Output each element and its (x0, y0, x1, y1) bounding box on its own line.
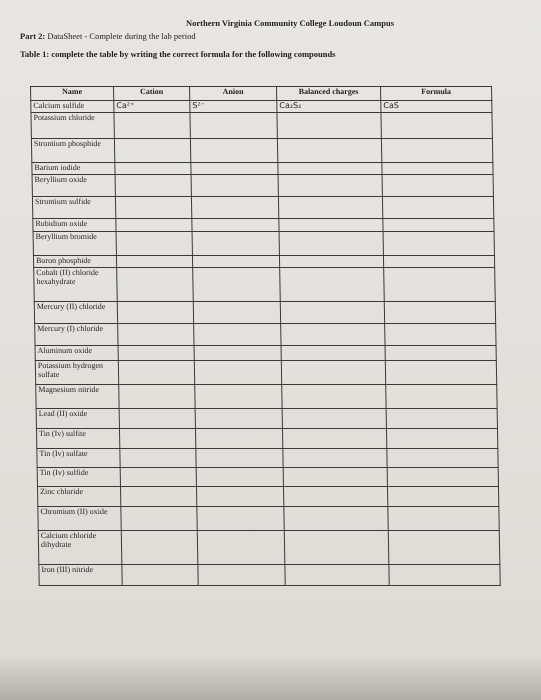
row-name: Rubidium oxide (33, 219, 116, 232)
table-row (32, 197, 493, 219)
row-anion[interactable] (197, 507, 284, 531)
row-name: Zinc chloride (37, 487, 120, 507)
row-formula[interactable] (382, 197, 493, 219)
col-header-name: Name (31, 87, 114, 101)
table-row (38, 507, 499, 531)
row-anion[interactable] (190, 139, 277, 163)
table-row (32, 175, 493, 197)
row-balanced-charges[interactable] (278, 163, 382, 175)
row-anion[interactable] (192, 256, 279, 268)
table-caption: Table 1: complete the table by writing the correct formula for the following compounds (20, 49, 336, 59)
row-formula[interactable] (385, 324, 496, 346)
row-name: Cobalt (II) chloride hexahydrate (34, 268, 118, 302)
row-cation[interactable] (115, 197, 191, 219)
row-balanced-charges[interactable] (281, 324, 385, 346)
row-cation[interactable] (116, 256, 192, 268)
row-anion[interactable] (198, 565, 285, 586)
row-formula[interactable] (386, 429, 497, 449)
table-row (39, 565, 500, 586)
row-balanced-charges[interactable]: Ca₂S₂ (277, 101, 381, 113)
row-cation[interactable] (117, 302, 193, 324)
row-balanced-charges[interactable] (280, 302, 384, 324)
row-balanced-charges[interactable] (282, 409, 386, 429)
row-anion[interactable] (192, 232, 279, 256)
col-header-balanced: Balanced charges (277, 87, 381, 101)
row-name: Lead (II) oxide (36, 409, 119, 429)
table-row (31, 139, 492, 163)
row-anion[interactable] (196, 468, 283, 487)
row-balanced-charges[interactable] (285, 565, 389, 586)
col-header-cation: Cation (114, 87, 190, 101)
table-row (36, 409, 497, 429)
row-balanced-charges[interactable] (283, 487, 387, 507)
row-anion[interactable] (195, 409, 282, 429)
row-name: Aluminum oxide (35, 346, 118, 361)
row-cation[interactable] (119, 385, 195, 409)
table-row (35, 324, 496, 346)
table-row (37, 487, 498, 507)
row-formula[interactable] (383, 232, 494, 256)
row-cation[interactable] (119, 429, 195, 449)
row-name: Potassium chloride (31, 113, 114, 139)
row-balanced-charges[interactable] (281, 346, 385, 361)
row-formula[interactable] (388, 507, 499, 531)
row-name: Potassium hydrogen sulfate (35, 361, 118, 385)
row-formula[interactable] (382, 175, 493, 197)
row-cation[interactable] (120, 468, 196, 487)
row-cation[interactable] (119, 409, 195, 429)
table-row (33, 232, 494, 256)
row-cation[interactable] (122, 565, 198, 586)
row-formula[interactable] (383, 219, 494, 232)
table-row (36, 429, 497, 449)
row-balanced-charges[interactable] (279, 232, 383, 256)
row-name: Tin (Iv) sulfite (36, 429, 119, 449)
row-formula[interactable] (383, 256, 494, 268)
table-row (34, 302, 495, 324)
row-balanced-charges[interactable] (277, 113, 381, 139)
table-row (31, 113, 492, 139)
row-name: Barium iodide (32, 163, 115, 175)
row-name: Calcium sulfide (31, 101, 114, 113)
row-cation[interactable] (116, 219, 192, 232)
row-cation[interactable] (116, 232, 192, 256)
table-row (33, 256, 494, 268)
col-header-formula: Formula (381, 87, 492, 101)
table-row (36, 385, 497, 409)
institution-title: Northern Virginia Community College Loudoun Campus (185, 18, 395, 28)
row-anion[interactable] (194, 324, 281, 346)
table-row (37, 449, 498, 468)
row-formula[interactable] (386, 385, 497, 409)
page-shadow (0, 655, 541, 700)
row-formula[interactable] (386, 409, 497, 429)
row-anion[interactable] (194, 361, 281, 385)
row-name: Strontium sulfide (32, 197, 115, 219)
row-anion[interactable] (193, 268, 281, 302)
row-balanced-charges[interactable] (282, 385, 386, 409)
row-cation[interactable] (114, 139, 190, 163)
row-formula[interactable] (387, 449, 498, 468)
row-balanced-charges[interactable] (281, 361, 385, 385)
row-formula[interactable] (381, 113, 492, 139)
row-formula[interactable] (385, 346, 496, 361)
row-anion[interactable] (190, 113, 277, 139)
row-anion[interactable] (196, 449, 283, 468)
row-balanced-charges[interactable] (282, 429, 386, 449)
row-anion[interactable] (191, 175, 278, 197)
row-cation[interactable]: Ca²⁺ (114, 101, 190, 113)
row-name: Mercury (II) chloride (34, 302, 117, 324)
row-balanced-charges[interactable] (280, 268, 385, 302)
row-formula[interactable] (387, 487, 498, 507)
table-row (31, 101, 492, 113)
table-row (35, 346, 496, 361)
row-anion[interactable] (195, 385, 282, 409)
row-cation[interactable] (118, 324, 194, 346)
row-name: Magnesium nitride (36, 385, 119, 409)
row-name: Chromium (II) oxide (38, 507, 121, 531)
row-cation[interactable] (121, 531, 198, 565)
table-row (37, 468, 498, 487)
row-name: Beryllium bromide (33, 232, 116, 256)
row-balanced-charges[interactable] (279, 256, 383, 268)
row-name: Calcium chloride dihydrate (38, 531, 122, 565)
table-header-row (31, 87, 492, 101)
row-formula[interactable] (387, 468, 498, 487)
row-balanced-charges[interactable] (279, 219, 383, 232)
row-cation[interactable] (115, 175, 191, 197)
table-row (38, 531, 500, 565)
row-anion[interactable] (192, 219, 279, 232)
table-row (33, 219, 494, 232)
row-balanced-charges[interactable] (278, 197, 382, 219)
row-formula[interactable] (382, 163, 493, 175)
row-anion[interactable] (191, 163, 278, 175)
row-cation[interactable] (115, 163, 191, 175)
row-name: Tin (Iv) sulfate (37, 449, 120, 468)
row-cation[interactable] (118, 361, 194, 385)
row-name: Tin (Iv) sulfide (37, 468, 120, 487)
row-name: Strontium phosphide (31, 139, 114, 163)
row-anion[interactable] (195, 429, 282, 449)
row-name: Beryllium oxide (32, 175, 115, 197)
part-heading (20, 31, 196, 41)
row-cation[interactable] (117, 268, 194, 302)
row-anion[interactable] (191, 197, 278, 219)
row-formula[interactable] (388, 531, 500, 565)
row-balanced-charges[interactable] (277, 139, 381, 163)
row-anion[interactable] (194, 346, 281, 361)
row-balanced-charges[interactable] (278, 175, 382, 197)
col-header-anion: Anion (190, 87, 277, 101)
table-row (34, 268, 496, 302)
row-cation[interactable] (120, 487, 196, 507)
row-name: Iron (III) nitride (39, 565, 122, 586)
part-text: DataSheet - Complete during the lab period (47, 31, 196, 41)
row-balanced-charges[interactable] (283, 449, 387, 468)
row-anion[interactable] (193, 302, 280, 324)
row-formula[interactable] (389, 565, 500, 586)
row-anion[interactable] (197, 531, 285, 565)
table-row (35, 361, 496, 385)
row-name: Boron phosphide (33, 256, 116, 268)
compound-table (30, 86, 501, 586)
table-row (32, 163, 493, 175)
row-name: Mercury (I) chloride (35, 324, 118, 346)
row-cation[interactable] (118, 346, 194, 361)
row-balanced-charges[interactable] (284, 507, 388, 531)
row-cation[interactable] (120, 449, 196, 468)
row-anion[interactable]: S²⁻ (190, 101, 277, 113)
row-cation[interactable] (114, 113, 190, 139)
part-label: Part 2: (20, 31, 46, 41)
row-balanced-charges[interactable] (283, 468, 387, 487)
row-formula[interactable] (385, 361, 496, 385)
row-cation[interactable] (121, 507, 197, 531)
row-formula[interactable] (381, 139, 492, 163)
row-formula[interactable]: CaS (381, 101, 492, 113)
row-anion[interactable] (196, 487, 283, 507)
row-formula[interactable] (384, 302, 495, 324)
row-formula[interactable] (384, 268, 496, 302)
row-balanced-charges[interactable] (284, 531, 389, 565)
